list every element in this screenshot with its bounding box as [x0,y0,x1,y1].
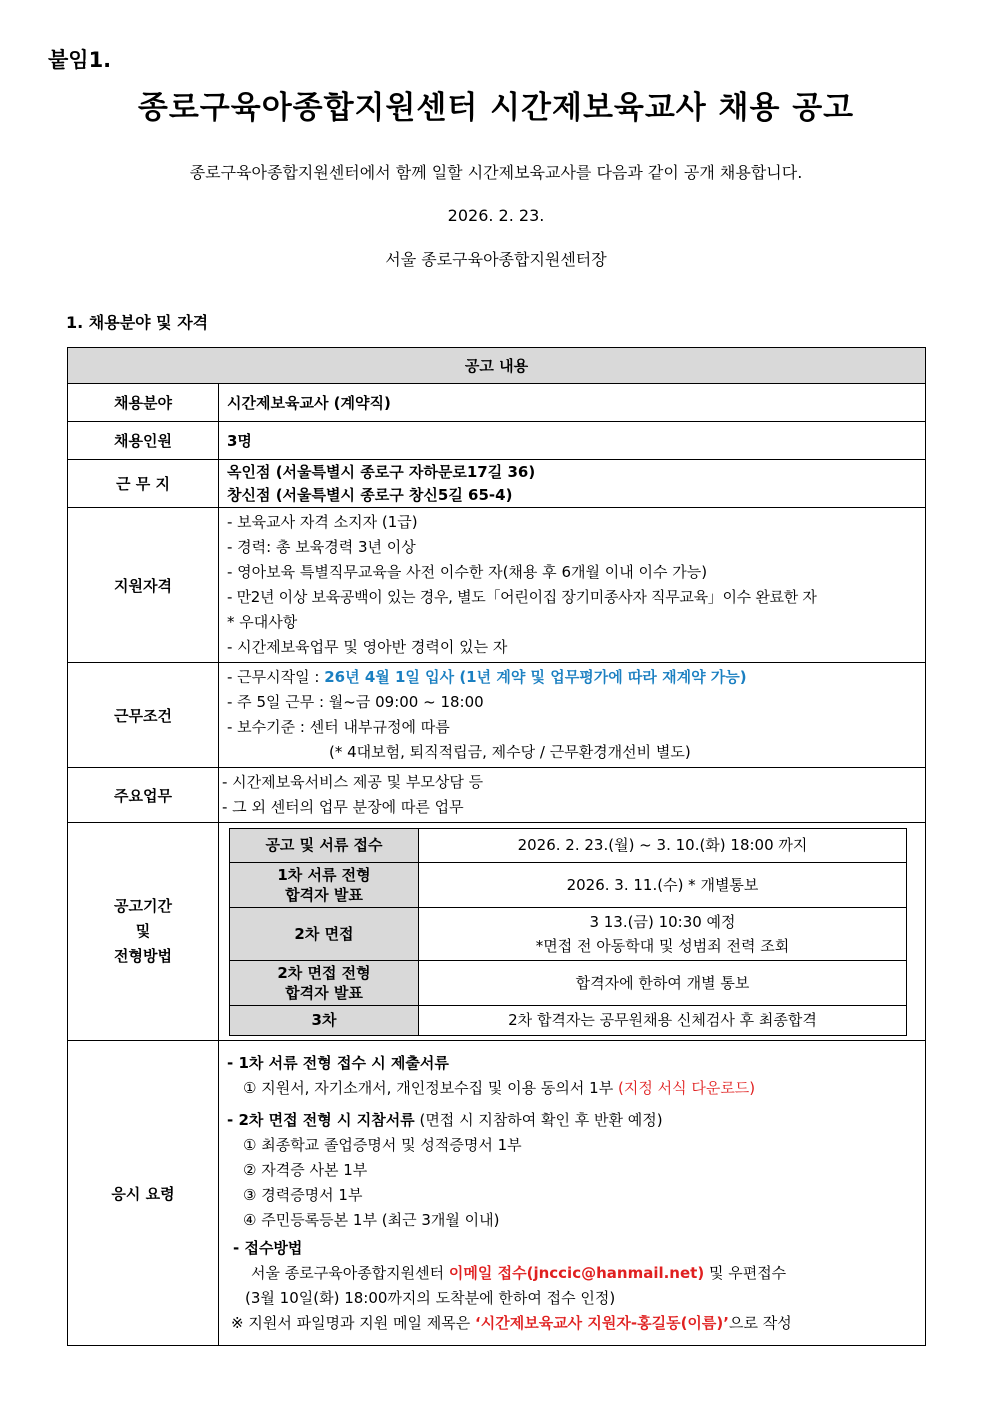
schedule-label [68,823,219,1041]
schedule-value [219,823,926,1041]
page-title: 종로구육아종합지원센터 시간제보육교사 채용 공고 [137,90,855,126]
schedule-detail: 3 13.(금) 10:30 예정 *면접 전 아동학대 및 성범죄 전력 조회 [419,907,907,960]
schedule-detail: 2026. 2. 23.(월) ~ 3. 10.(화) 18:00 까지 [419,828,907,862]
schedule-detail: 2차 합격자는 공무원채용 신체검사 후 최종합격 [419,1005,907,1035]
qualification-line: - 만2년 이상 보육공백이 있는 경우, 별도「어린이집 장기미종사자 직무교육」이수 완료한 자 [227,588,817,606]
schedule-label-line: 전형방법 [114,947,172,965]
count-value: 3명 [219,422,926,460]
attachment-label: 붙임1. [48,48,112,72]
start-prefix: - 근무시작일 : [227,668,325,686]
doc2-item: ③ 경력증명서 1부 [243,1185,363,1204]
duties-value [219,768,926,823]
email-address: 이메일 접수(jnccic@hanmail.net) [448,1263,705,1282]
workplace-label: 근 무 지 [68,460,219,508]
schedule-detail: 2026. 3. 11.(수) * 개별통보 [419,862,907,907]
schedule-step: 3차 [230,1005,419,1035]
section-heading: 1. 채용분야 및 자격 [66,313,209,332]
qualification-line: * 우대사항 [227,613,298,631]
count-label: 채용인원 [68,422,219,460]
qualification-label: 지원자격 [68,508,219,663]
apply-label: 응시 요령 [68,1041,219,1346]
schedule-detail: 합격자에 한하여 개별 통보 [419,960,907,1005]
qualification-line: - 경력: 총 보육경력 3년 이상 [227,538,416,556]
method-suffix: 및 우편접수 [704,1263,787,1282]
schedule-label-line: 및 [135,922,151,940]
field-value: 시간제보육교사 (계약직) [219,384,926,422]
work-hours: - 주 5일 근무 : 월~금 09:00 ~ 18:00 [227,693,484,711]
doc1-title: - 1차 서류 전형 접수 시 제출서류 [227,1053,449,1072]
duties-label: 주요업무 [68,768,219,823]
duty-line: - 그 외 센터의 업무 분장에 따른 업무 [222,798,464,816]
qualification-line: - 보육교사 자격 소지자 (1급) [227,513,418,531]
schedule-step: 2차 면접 [230,907,419,960]
recruitment-table [67,347,926,1346]
filename-format: ‘시간제보육교사 지원자-홍길동(이름)’ [475,1313,729,1332]
conditions-label: 근무조건 [68,663,219,768]
notice-date: 2026. 2. 23. [447,206,545,225]
apply-value [219,1041,926,1346]
filename-suffix: 으로 작성 [728,1313,792,1332]
filename-prefix: ※ 지원서 파일명과 지원 메일 제목은 [231,1313,476,1332]
table-header: 공고 내용 [68,348,926,384]
pay-standard: - 보수기준 : 센터 내부규정에 따름 [227,718,450,736]
schedule-step: 2차 면접 전형 합격자 발표 [230,960,419,1005]
deadline-note: (3월 10일(화) 18:00까지의 도착분에 한하여 접수 인정) [245,1288,616,1307]
start-date: 26년 4월 1일 입사 (1년 계약 및 업무평가에 따라 재계약 가능) [324,668,747,686]
conditions-value [219,663,926,768]
pay-note: (* 4대보험, 퇴직적립금, 제수당 / 근무환경개선비 별도) [329,743,691,761]
doc2-item: ① 최종학교 졸업증명서 및 성적증명서 1부 [243,1135,522,1154]
schedule-table [229,828,907,1036]
schedule-step: 공고 및 서류 접수 [230,828,419,862]
doc1-note: (지정 서식 다운로드) [617,1078,756,1097]
workplace-line: 옥인점 (서울특별시 종로구 자하문로17길 36) [227,462,536,481]
intro-text: 종로구육아종합지원센터에서 함께 일할 시간제보육교사를 다음과 같이 공개 채용합니다. [189,163,803,182]
method-title: - 접수방법 [233,1238,303,1257]
workplace-value [219,460,926,508]
doc2-item: ② 자격증 사본 1부 [243,1160,368,1179]
doc2-item: ④ 주민등록등본 1부 (최근 3개월 이내) [243,1210,500,1229]
issuer: 서울 종로구육아종합지원센터장 [385,250,607,269]
qualification-line: - 시간제보육업무 및 영아반 경력이 있는 자 [227,638,508,656]
duty-line: - 시간제보육서비스 제공 및 부모상담 등 [222,773,484,791]
doc1-item: ① 지원서, 자기소개서, 개인정보수집 및 이용 동의서 1부 [243,1078,614,1097]
qualification-value [219,508,926,663]
schedule-step: 1차 서류 전형 합격자 발표 [230,862,419,907]
field-label: 채용분야 [68,384,219,422]
doc2-note: (면접 시 지참하여 확인 후 반환 예정) [419,1110,663,1129]
schedule-label-line: 공고기간 [114,897,172,915]
doc2-title: - 2차 면접 전형 시 지참서류 [227,1110,415,1129]
method-prefix: 서울 종로구육아종합지원센터 [251,1263,449,1282]
workplace-line: 창신점 (서울특별시 종로구 창신5길 65-4) [227,485,513,504]
qualification-line: - 영아보육 특별직무교육을 사전 이수한 자(채용 후 6개월 이내 이수 가능) [227,563,708,581]
